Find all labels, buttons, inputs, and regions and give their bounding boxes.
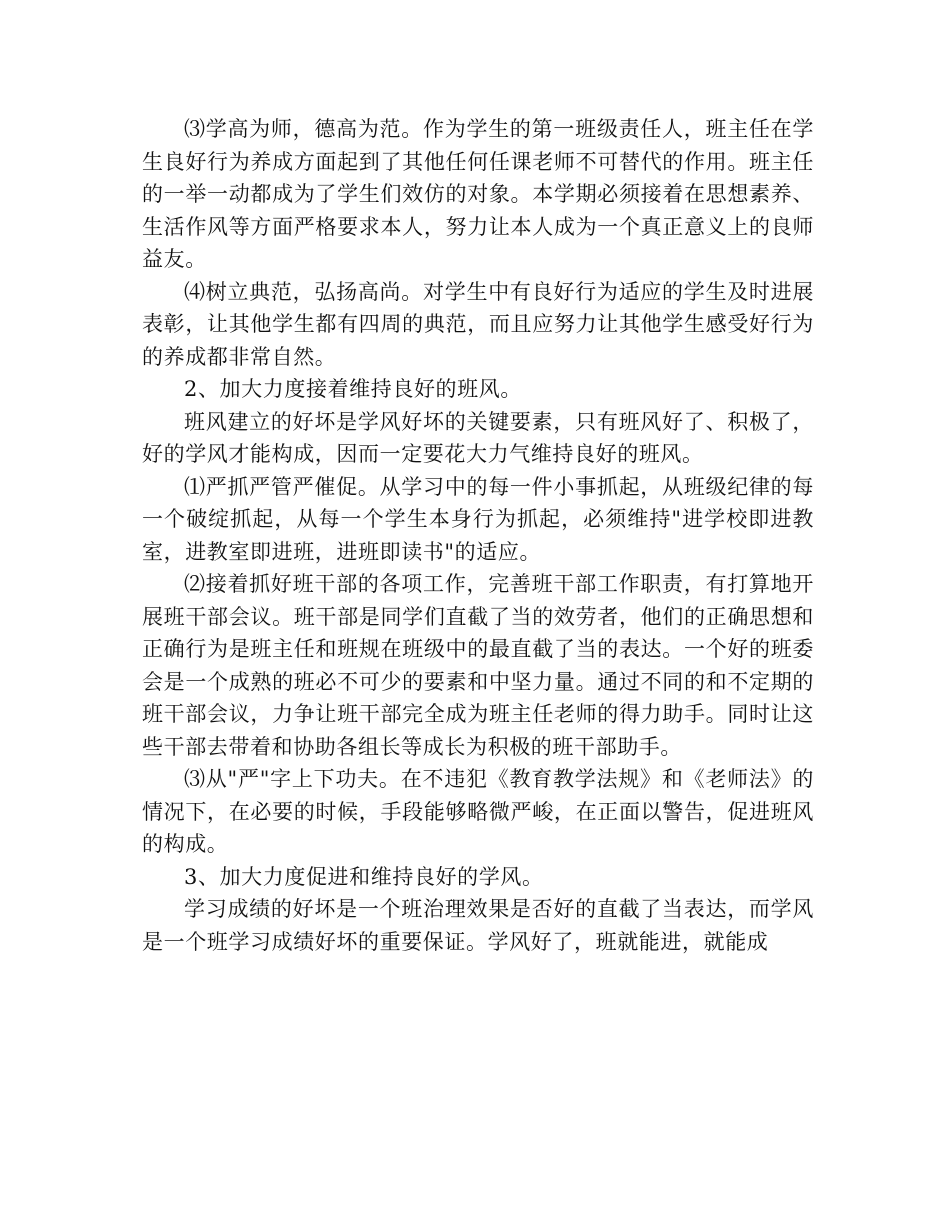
paragraph-7: ⑶从"严"字上下功夫。在不违犯《教育教学法规》和《老师法》的情况下，在必要的时候，手段能够略微严峻，在正面以警告，促进班风的构成。 — [142, 767, 814, 856]
paragraph-1: ⑶学高为师，德高为范。作为学生的第一班级责任人，班主任在学生良好行为养成方面起到了其他任何任课老师不可替代的作用。班主任的一举一动都成为了学生们效仿的对象。本学期必须接着在思想素养、生活作风等方面严格要求本人，努力让本人成为一个真正意义上的良师益友。 — [142, 117, 814, 271]
paragraph-8: 3、加大力度促进和维持良好的学风。 — [184, 864, 544, 889]
paragraph-2: ⑷树立典范，弘扬高尚。对学生中有良好行为适应的学生及时进展表彰，让其他学生都有四周的典范，而且应努力让其他学生感受好行为的养成都非常自然。 — [142, 279, 814, 369]
paragraph-5: ⑴严抓严管严催促。从学习中的每一件小事抓起，从班级纪律的每一个破绽抓起，从每一个学生本身行为抓起，必须维持"进学校即进教室，进教室即进班，进班即读书"的适应。 — [142, 474, 814, 564]
paragraph-6: ⑵接着抓好班干部的各项工作，完善班干部工作职责，有打算地开展班干部会议。班干部是同学们直截了当的效劳者，他们的正确思想和正确行为是班主任和班规在班级中的最直截了当的表达。一个好的班委会是一个成熟的班必不可少的要素和中坚力量。通过不同的和不定期的班干部会议，力争让班干部完全成为班主任老师的得力助手。同时让这些干部去带着和协助各组长等成长为积极的班干部助手。 — [142, 572, 814, 759]
paragraph-4: 班风建立的好坏是学风好坏的关键要素，只有班风好了、积极了，好的学风才能构成，因而一定要花大力气维持良好的班风。 — [142, 409, 814, 466]
paragraph-9: 学习成绩的好坏是一个班治理效果是否好的直截了当表达，而学风是一个班学习成绩好坏的重要保证。学风好了，班就能进，就能成 — [142, 897, 814, 954]
paragraph-3: 2、加大力度接着维持良好的班风。 — [184, 377, 522, 401]
document-body — [142, 113, 814, 958]
